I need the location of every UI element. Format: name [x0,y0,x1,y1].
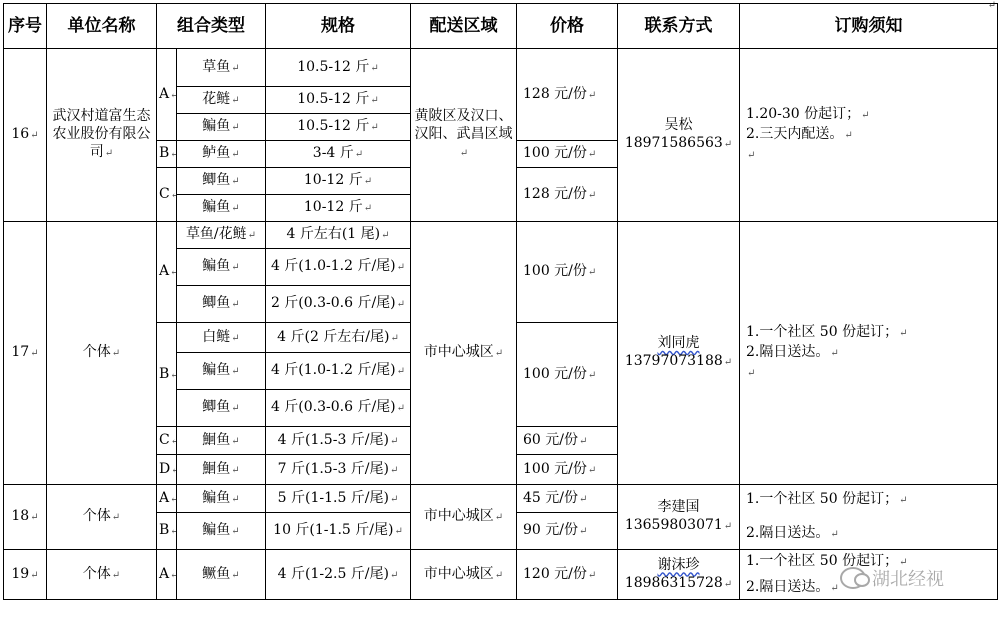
table-row [4,49,998,87]
price-cell: 128 元/份 ↵ [517,49,618,141]
notice-line: 2.三天内配送。 ↵ [746,125,995,145]
spec-cell: 10.5-12 斤 ↵ [266,49,411,87]
seq-cell: 19 ↵ [4,550,47,600]
type-cell: A ↵ [157,485,177,513]
unit-cell: 个体 ↵ [47,222,157,485]
paragraph-mark-icon: ↵ [987,0,996,11]
contact-name: 吴松 [664,117,693,133]
header-unit: 单位名称 [47,4,157,49]
header-seq: 序号 [4,4,47,49]
type-cell: A ↵ [157,49,177,141]
header-contact: 联系方式 [618,4,740,49]
contact-name: 谢沫珍 [657,556,700,573]
fish-cell: 鳊鱼 ↵ [177,513,266,550]
type-cell: B ↵ [157,323,177,427]
price-cell: 128 元/份 ↵ [517,168,618,222]
spec-cell: 2 斤(0.3-0.6 斤/尾) ↵ [266,286,411,323]
table-row [4,485,998,513]
spec-cell: 4 斤(0.3-0.6 斤/尾) ↵ [266,390,411,427]
header-combo: 组合类型 [157,4,266,49]
contact-cell [618,550,740,600]
watermark-text: 湖北经视 [872,569,944,590]
notice-blank [746,145,995,165]
notice-cell [740,49,998,222]
contact-phone: 13659803071 ↵ [620,516,737,536]
notice-line: 2.隔日送达。 ↵ [746,524,995,544]
fish-cell: 白鲢 ↵ [177,323,266,353]
wechat-logo-icon [840,567,866,589]
fish-cell: 花鲢 ↵ [177,87,266,114]
notice-line: 1.一个社区 50 份起订； ↵ [746,552,995,572]
spec-cell: 4 斤(1.0-1.2 斤/尾) ↵ [266,249,411,286]
type-cell: C ↵ [157,427,177,455]
fish-cell: 鳊鱼 ↵ [177,195,266,222]
fish-cell: 鳊鱼 ↵ [177,353,266,390]
area-cell: 市中心城区 ↵ [411,222,517,485]
spec-cell: 5 斤(1-1.5 斤/尾) ↵ [266,485,411,513]
notice-line: 2.隔日送达。 ↵ [746,578,995,598]
unit-cell: 个体 ↵ [47,550,157,600]
type-cell: C ↵ [157,168,177,222]
table-row [4,222,998,249]
fish-cell: 鮰鱼 ↵ [177,427,266,455]
price-cell: 100 元/份 ↵ [517,455,618,485]
spec-cell: 4 斤(2 斤左右/尾) ↵ [266,323,411,353]
seq-cell: 18 ↵ [4,485,47,550]
spec-cell: 10.5-12 斤 ↵ [266,87,411,114]
type-cell: B ↵ [157,141,177,168]
header-price: 价格 [517,4,618,49]
notice-line: 1.20-30 份起订； ↵ [746,105,995,125]
contact-phone: 18971586563 ↵ [620,134,737,154]
type-cell: A ↵ [157,222,177,323]
unit-cell: 武汉村道富生态农业股份有限公司 ↵ [47,49,157,222]
spec-cell: 10-12 斤 ↵ [266,195,411,222]
fish-cell: 鳊鱼 ↵ [177,114,266,141]
watermark [840,566,980,590]
spec-cell: 10 斤(1-1.5 斤/尾) ↵ [266,513,411,550]
fish-cell: 草鱼 ↵ [177,49,266,87]
contact-cell [618,49,740,222]
fish-cell: 鮰鱼 ↵ [177,455,266,485]
contact-name: 刘同虎 [657,335,700,351]
spec-cell: 4 斤左右(1 尾) ↵ [266,222,411,249]
fish-cell: 鳜鱼 ↵ [177,550,266,600]
header-row [4,4,998,49]
type-cell: A ↵ [157,550,177,600]
contact-cell [618,222,740,485]
price-cell: 100 元/份 ↵ [517,222,618,323]
price-cell: 45 元/份 ↵ [517,485,618,513]
price-cell: 120 元/份 ↵ [517,550,618,600]
spec-cell: 10.5-12 斤 ↵ [266,114,411,141]
fish-cell: 鲫鱼 ↵ [177,168,266,195]
fish-cell: 鲫鱼 ↵ [177,286,266,323]
type-cell: D ↵ [157,455,177,485]
fish-order-table [3,3,998,600]
contact-phone: 18986315728 ↵ [620,574,737,594]
price-cell: 100 元/份 ↵ [517,323,618,427]
spec-cell: 4 斤(1-2.5 斤/尾) ↵ [266,550,411,600]
seq-cell: 17 ↵ [4,222,47,485]
spec-cell: 4 斤(1.5-3 斤/尾) ↵ [266,427,411,455]
fish-cell: 鳊鱼 ↵ [177,485,266,513]
notice-line: 2.隔日送达。 ↵ [746,343,995,363]
notice-blank [746,363,995,383]
area-cell: 市中心城区 ↵ [411,485,517,550]
contact-cell [618,485,740,550]
type-cell: B ↵ [157,513,177,550]
spec-cell: 3-4 斤 ↵ [266,141,411,168]
unit-cell: 个体 ↵ [47,485,157,550]
fish-cell: 草鱼/花鲢 ↵ [177,222,266,249]
spec-cell: 7 斤(1.5-3 斤/尾) ↵ [266,455,411,485]
spec-cell: 4 斤(1.0-1.2 斤/尾) ↵ [266,353,411,390]
price-cell: 90 元/份 ↵ [517,513,618,550]
price-cell: 60 元/份 ↵ [517,427,618,455]
contact-phone: 13797073188 ↵ [620,352,737,372]
fish-cell: 鲈鱼 ↵ [177,141,266,168]
seq-cell: 16 ↵ [4,49,47,222]
spec-cell: 10-12 斤 ↵ [266,168,411,195]
contact-name: 李建国 [657,499,700,515]
area-cell: 黄陂区及汉口、汉阳、武昌区域 ↵ [411,49,517,222]
notice-line: 1.一个社区 50 份起订； ↵ [746,323,995,343]
notice-cell [740,485,998,550]
header-notice: 订购须知 [740,4,998,49]
fish-cell: 鳊鱼 ↵ [177,249,266,286]
price-cell: 100 元/份 ↵ [517,141,618,168]
fish-cell: 鲫鱼 ↵ [177,390,266,427]
header-spec: 规格 [266,4,411,49]
header-area: 配送区域 [411,4,517,49]
notice-line: 1.一个社区 50 份起订； ↵ [746,490,995,510]
area-cell: 市中心城区 ↵ [411,550,517,600]
notice-cell [740,222,998,485]
